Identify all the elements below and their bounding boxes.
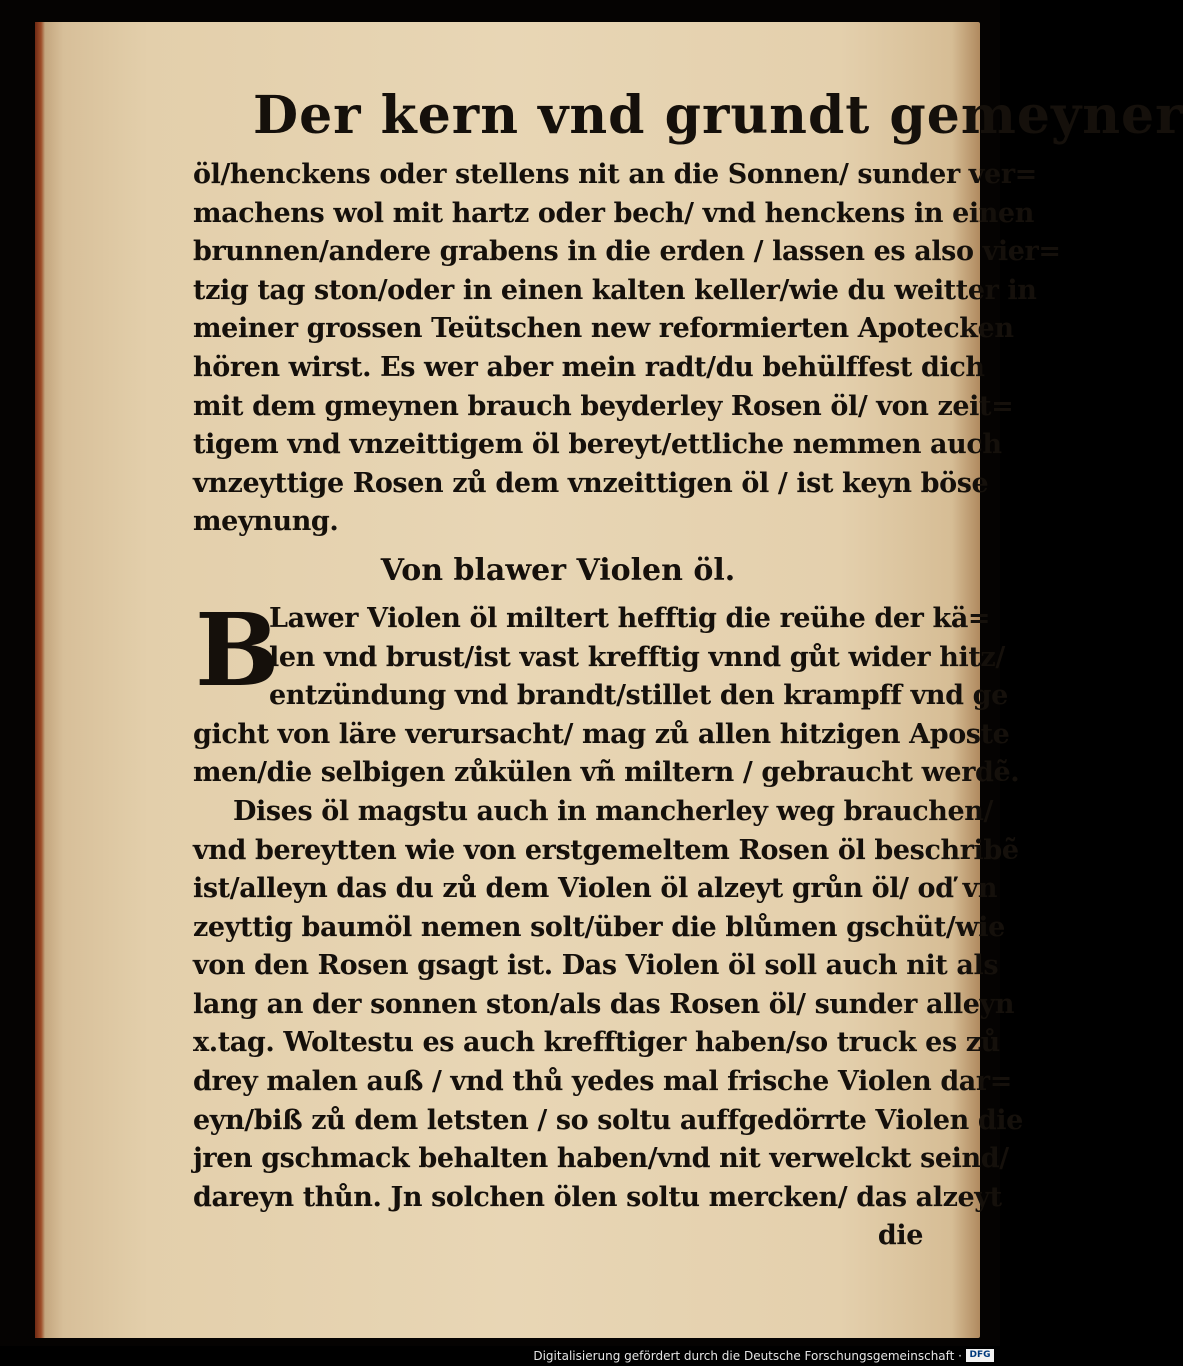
- page-edge: [35, 22, 45, 1338]
- text-line: eyn/biß zů dem letsten / so soltu auffgedörrte Violen die: [193, 1104, 1023, 1136]
- footer-bar: [0, 1346, 1000, 1366]
- drop-cap: B: [195, 590, 280, 709]
- text-line: machens wol mit hartz oder bech/ vnd henckens in einen: [193, 197, 1034, 229]
- text-line: mit dem gmeynen brauch beyderley Rosen öl/ von zeit=: [193, 390, 1014, 422]
- text-line: dareyn thůn. Jn solchen ölen soltu mercken/ das alzeyt: [193, 1181, 1002, 1213]
- catchword: die: [877, 1220, 923, 1252]
- book-page: [35, 22, 1183, 1338]
- text-block: [193, 82, 1183, 1256]
- text-line: vnd bereytten wie von erstgemeltem Rosen öl beschribẽ: [193, 834, 1019, 866]
- running-head: Der kern vnd grundt gemeyner: [253, 85, 1183, 146]
- text-line: x.tag. Woltestu es auch krefftiger haben/so truck es zů: [193, 1027, 1000, 1059]
- text-line: meynung.: [193, 506, 339, 538]
- text-line: gicht von läre verursacht/ mag zů allen hitzigen Aposte: [193, 718, 1010, 750]
- text-line: brunnen/andere grabens in die erden / lassen es also vier=: [193, 236, 1061, 268]
- text-line: öl/henckens oder stellens nit an die Sonnen/ sunder ver=: [193, 159, 1037, 190]
- dfg-logo: DFG: [966, 1349, 994, 1362]
- text-line: jren gschmack behalten haben/vnd nit verwelckt seind/: [193, 1143, 1009, 1175]
- text-line: Lawer Violen öl miltert hefftig die reühe der kä=: [269, 602, 991, 634]
- text-line: lang an der sonnen ston/als das Rosen öl/ sunder alleyn: [193, 988, 1015, 1020]
- text-line: Dises öl magstu auch in mancherley weg brauchen/: [233, 795, 994, 827]
- text-line: meiner grossen Teütschen new reformierten Apotecken: [193, 313, 1014, 345]
- paragraph-3: [193, 793, 1023, 1256]
- text-line: hören wirst. Es wer aber mein radt/du behülffest dich: [193, 351, 985, 383]
- footer-credit: Digitalisierung gefördert durch die Deutsche Forschungsgemeinschaft ·: [533, 1349, 962, 1363]
- text-line: tzig tag ston/oder in einen kalten keller/wie du weitter in: [193, 274, 1037, 306]
- text-line: tigem vnd vnzeittigem öl bereyt/ettliche nemmen auch: [193, 429, 1002, 461]
- text-line: drey malen auß / vnd thů yedes mal frische Violen dar=: [193, 1066, 1012, 1098]
- paragraph-1: [193, 156, 1061, 542]
- text-line: vnzeyttige Rosen zů dem vnzeittigen öl / ist keyn böse: [193, 467, 989, 499]
- text-line: len vnd brust/ist vast krefftig vnnd gůt wider hitz/: [269, 641, 1005, 673]
- text-line: entzündung vnd brandt/stillet den krampff vnd ge: [269, 680, 1008, 712]
- paragraph-2: [193, 590, 1020, 793]
- text-line: ist/alleyn das du zů dem Violen öl alzeyt grůn öl/ oď vn: [193, 873, 998, 905]
- text-line: men/die selbigen zůkülen vñ miltern / gebraucht werdẽ.: [193, 757, 1020, 789]
- section-heading: Von blawer Violen öl.: [380, 552, 736, 588]
- text-line: von den Rosen gsagt ist. Das Violen öl soll auch nit als: [193, 950, 999, 982]
- text-line: zeyttig baumöl nemen solt/über die blůmen gschüt/wie: [193, 911, 1005, 943]
